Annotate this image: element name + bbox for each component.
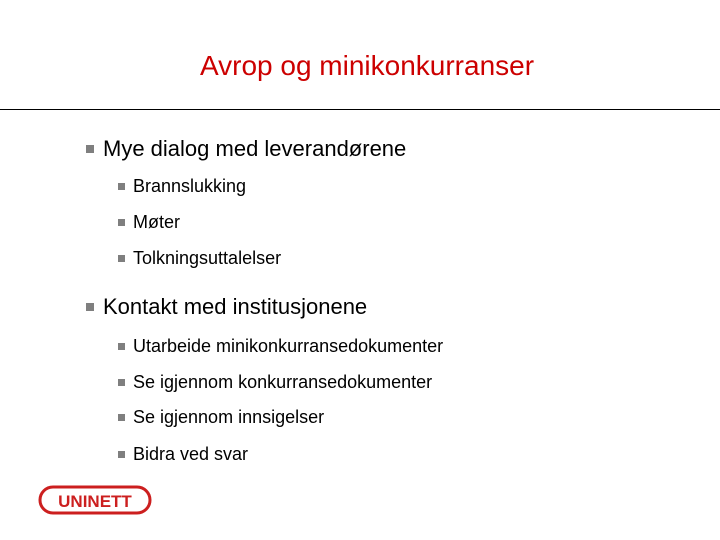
square-bullet-icon [118,183,125,190]
sub-bullet-text: Utarbeide minikonkurransedokumenter [133,336,444,356]
sub-bullet-text: Se igjennom innsigelser [133,407,325,427]
uninett-logo [38,484,152,516]
sub-bullet-text: Tolkningsuttalelser [133,248,282,268]
sub-bullet-text: Se igjennom konkurransedokumenter [133,372,433,392]
bullet-text: Mye dialog med leverandørene [103,136,407,161]
sub-bullet-text: Brannslukking [133,176,247,196]
slide-title: Avrop og minikonkurranser [199,50,535,81]
square-bullet-icon [86,303,94,311]
square-bullet-icon [118,414,125,421]
bullet-item [86,136,406,162]
square-bullet-icon [118,451,125,458]
sub-bullet-item [118,444,248,465]
logo-text: UNINETT [58,492,132,511]
sub-bullet-text: Bidra ved svar [133,444,249,464]
sub-bullet-item [118,372,432,393]
bullet-item [86,294,367,320]
square-bullet-icon [118,379,125,386]
square-bullet-icon [118,219,125,226]
sub-bullet-item [118,248,281,269]
bullet-text: Kontakt med institusjonene [103,294,368,319]
sub-bullet-text: Møter [133,212,180,232]
sub-bullet-item [118,176,246,197]
square-bullet-icon [86,145,94,153]
square-bullet-icon [118,255,125,262]
sub-bullet-item [118,336,443,357]
square-bullet-icon [118,343,125,350]
sub-bullet-item [118,212,180,233]
sub-bullet-item [118,407,324,428]
